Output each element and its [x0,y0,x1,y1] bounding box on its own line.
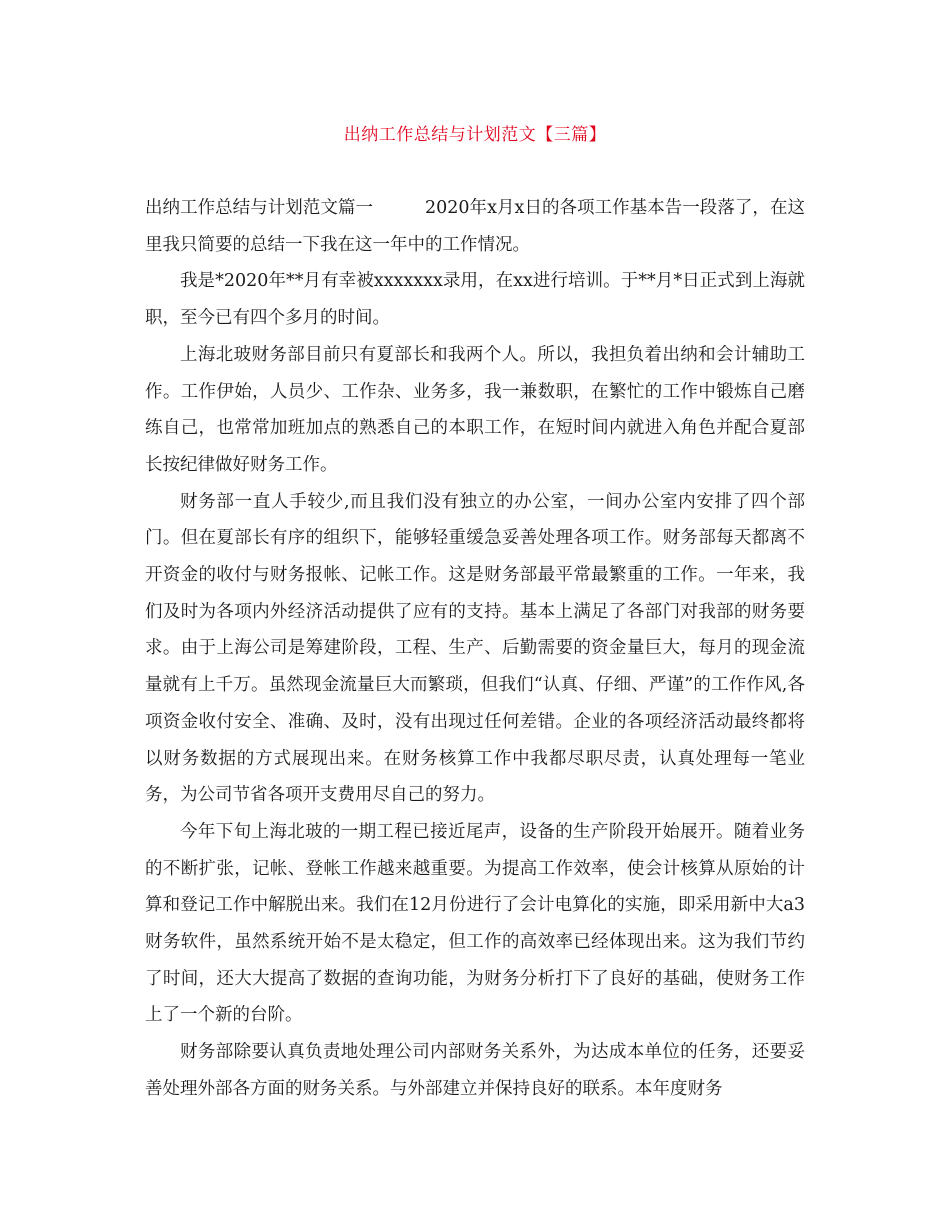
document-title: 出纳工作总结与计划范文【三篇】 [343,125,607,145]
paragraph: 今年下旬上海北玻的一期工程已接近尾声，设备的生产阶段开始展开。随着业务的不断扩张，记帐、登帐工作越来越重要。为提高工作效率，使会计核算从原始的计算和登记工作中解脱出来。我们在12月份进行了会计电算化的实施，即采用新中大a3财务软件，虽然系统开始不是太稳定，但工作的高效率已经体现出来。这为我们节约了时间，还大大提高了数据的查询功能，为财务分析打下了良好的基础，使财务工作上了一个新的台阶。 [145,821,805,1026]
paragraph: 财务部一直人手较少,而且我们没有独立的办公室，一间办公室内安排了四个部门。但在夏部长有序的组织下，能够轻重缓急妥善处理各项工作。财务部每天都离不开资金的收付与财务报帐、记帐工作。这是财务部最平常最繁重的工作。一年来，我们及时为各项内外经济活动提供了应有的支持。基本上满足了各部门对我部的财务要求。由于上海公司是筹建阶段，工程、生产、后勤需要的资金量巨大，每月的现金流量就有上千万。虽然现金流量巨大而繁琐，但我们“认真、仔细、严谨”的工作作风,各项资金收付安全、准确、及时，没有出现过任何差错。企业的各项经济活动最终都将以财务数据的方式展现出来。在财务核算工作中我都尽职尽责，认真处理每一笔业务，为公司节省各项开支费用尽自己的努力。 [145,491,805,806]
paragraph: 财务部除要认真负责地处理公司内部财务关系外，为达成本单位的任务，还要妥善处理外部各方面的财务关系。与外部建立并保持良好的联系。本年度财务 [145,1042,805,1099]
intro-text: 2020年x月x日的各项工作基本告一段落了，在这里我只简要的总结一下我在这一年中的工作情况。 [145,198,805,255]
document-body [145,190,805,1108]
intro-heading: 出纳工作总结与计划范文篇一 [145,198,373,218]
intro-paragraph [145,190,805,263]
paragraph: 上海北玻财务部目前只有夏部长和我两个人。所以，我担负着出纳和会计辅助工作。工作伊始，人员少、工作杂、业务多，我一兼数职，在繁忙的工作中锻炼自己磨练自己，也常常加班加点的熟悉自己的本职工作，在短时间内就进入角色并配合夏部长按纪律做好财务工作。 [145,344,805,475]
paragraph: 我是*2020年**月有幸被xxxxxxx录用，在xx进行培训。于**月*日正式到上海就职，至今已有四个多月的时间。 [145,271,805,329]
